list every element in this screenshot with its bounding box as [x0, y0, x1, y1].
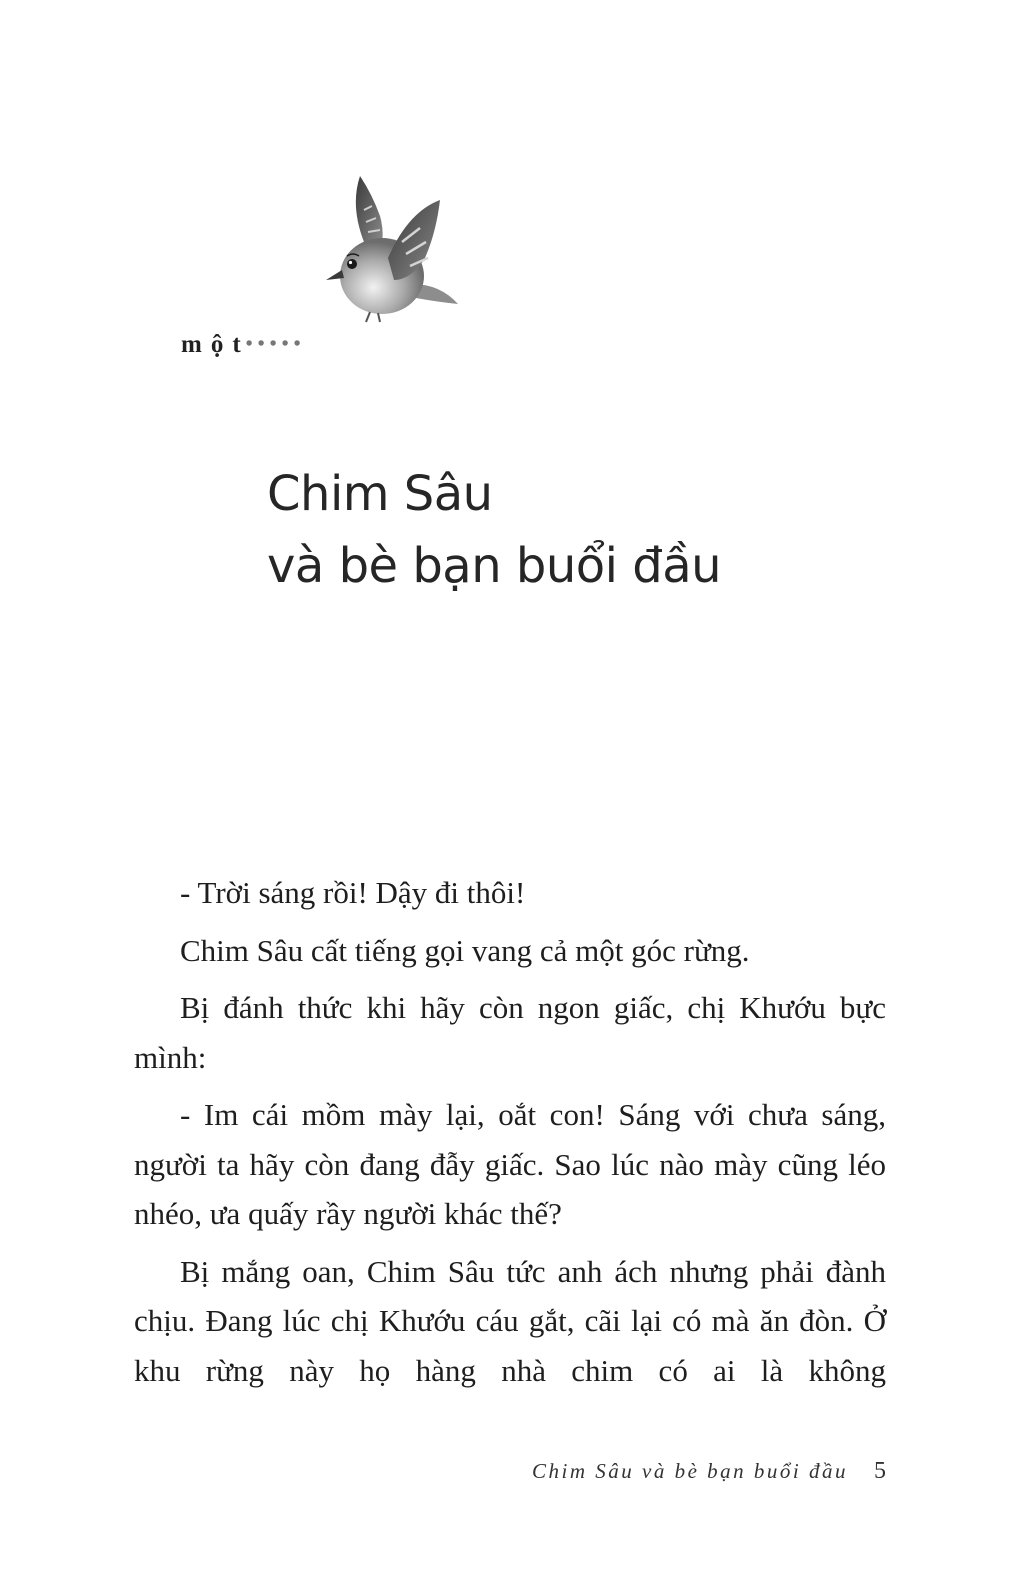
running-title: Chim Sâu và bè bạn buổi đầu	[532, 1459, 848, 1483]
chapter-title-line-2: và bè bạn buổi đầu	[267, 538, 722, 594]
chapter-title	[267, 458, 967, 602]
bird-icon	[320, 172, 465, 327]
page-number: 5	[874, 1458, 886, 1484]
chapter-dots: •••••	[245, 333, 306, 355]
paragraph: - Im cái mồm mày lại, oắt con! Sáng với chưa sáng, người ta hãy còn đang đẫy giấc. Sao lúc nào mày cũng léo nhéo, ưa quấy rầy người khác thế?	[134, 1097, 886, 1231]
paragraph: Bị đánh thức khi hãy còn ngon giấc, chị Khướu bực mình:	[134, 990, 886, 1075]
paragraph: Chim Sâu cất tiếng gọi vang cả một góc rừng.	[180, 932, 750, 968]
page-footer	[532, 1458, 886, 1485]
body-text	[134, 868, 886, 1403]
paragraph: Bị mắng oan, Chim Sâu tức anh ách nhưng phải đành chịu. Đang lúc chị Khướu cáu gắt, cãi lại có mà ăn đòn. Ở khu rừng này họ hàng nhà chim có ai là không	[134, 1253, 886, 1388]
paragraph: - Trời sáng rồi! Dậy đi thôi!	[180, 875, 526, 910]
chapter-label	[181, 331, 306, 359]
chapter-title-line-1: Chim Sâu	[267, 466, 493, 522]
chapter-number: một	[181, 331, 250, 358]
